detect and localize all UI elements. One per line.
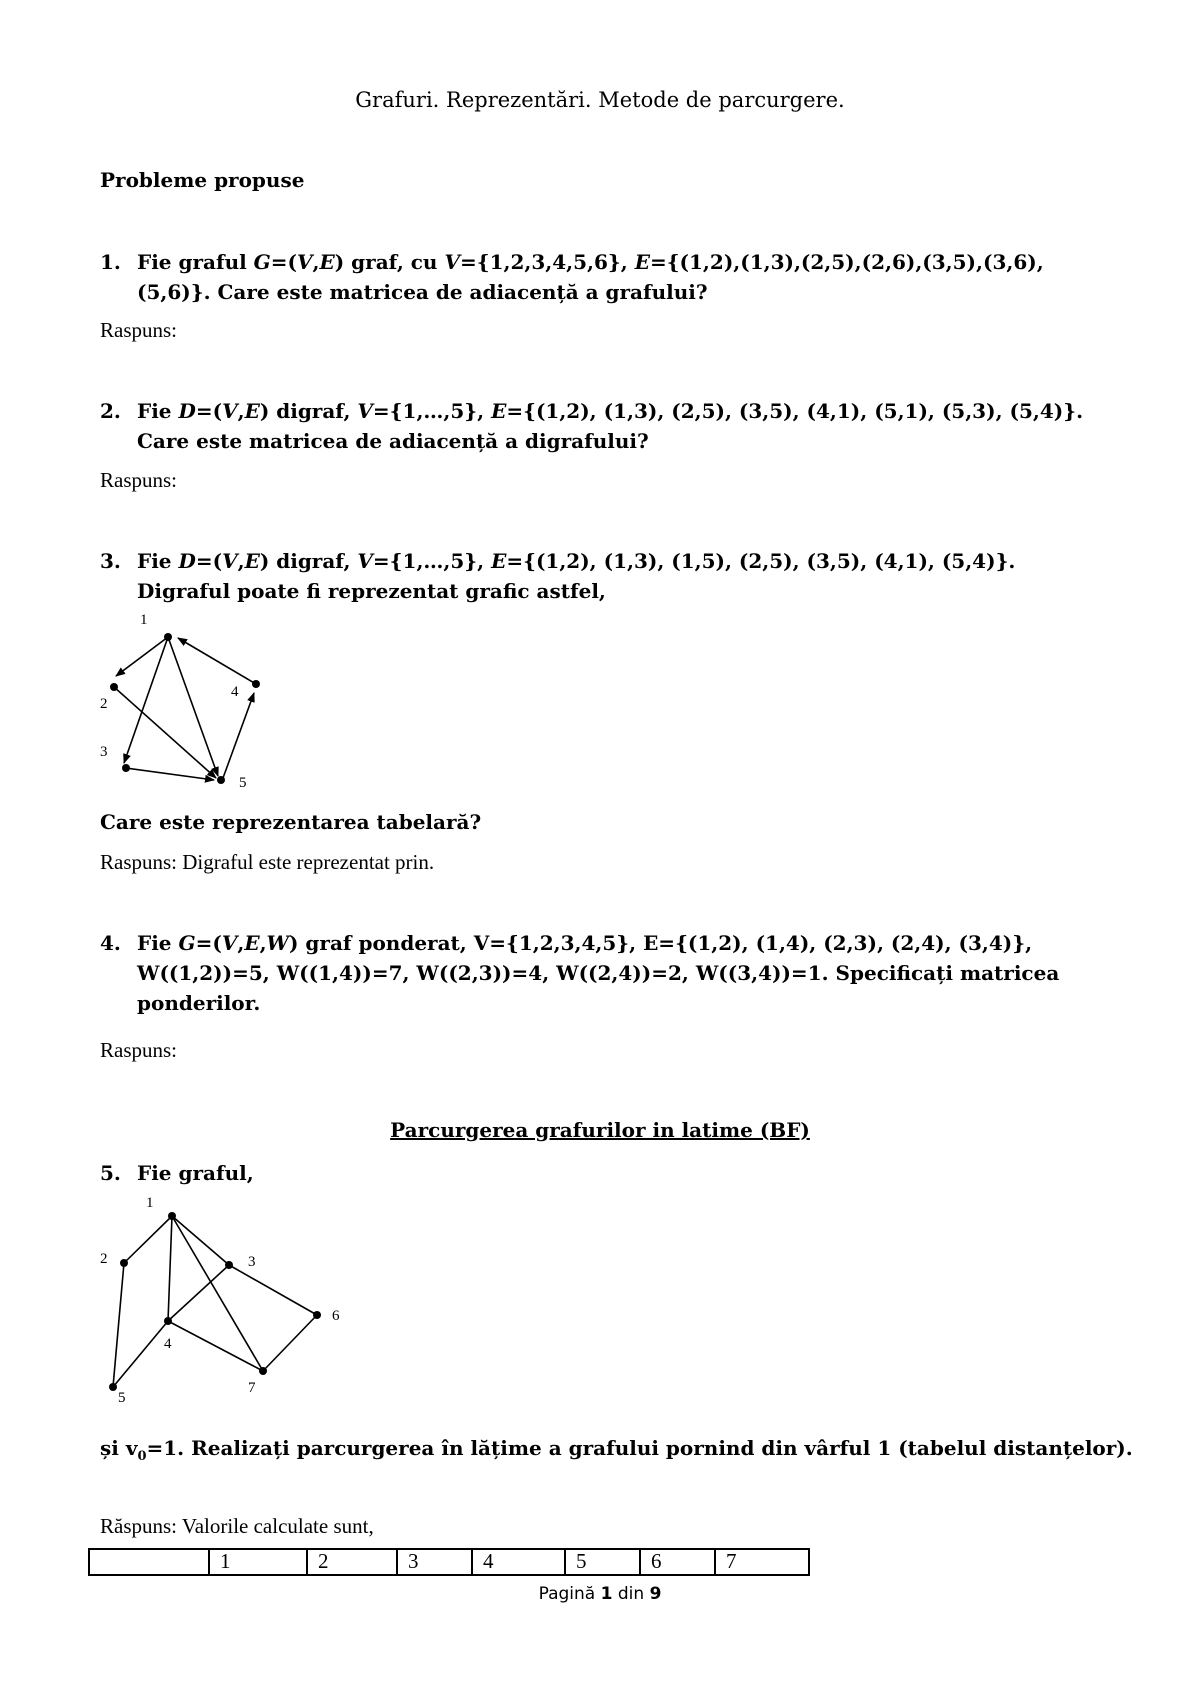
edge-2-5 bbox=[114, 687, 216, 778]
vertex-label: 4 bbox=[231, 684, 239, 700]
digraph-figure bbox=[96, 610, 266, 790]
edge-5-4 bbox=[223, 693, 254, 778]
vertex-label: 1 bbox=[140, 612, 148, 628]
edge-1-2 bbox=[124, 1216, 172, 1263]
vertex-label: 3 bbox=[248, 1254, 256, 1270]
question-4 bbox=[100, 928, 1110, 1018]
vertex-label: 6 bbox=[332, 1308, 340, 1324]
edge-1-3 bbox=[172, 1216, 229, 1265]
table-cell: 2 bbox=[307, 1549, 397, 1575]
vertex-label: 2 bbox=[100, 1251, 108, 1267]
question-text: Fie G=(V,E,W) graf ponderat, V={1,2,3,4,5}, E={(1,2), (1,4), (2,3), (2,4), (3,4)}, W((1,2))=5, W((1,4))=7, W((2,3))=4, W((2,4))=2, W((3,4))=1. Specificați matricea ponderilor. bbox=[137, 931, 1060, 1015]
edge-3-6 bbox=[229, 1265, 317, 1315]
edge-1-4 bbox=[168, 1216, 172, 1321]
section-subtitle: Probleme propuse bbox=[100, 168, 305, 192]
question-number: 5. bbox=[100, 1161, 121, 1185]
page-title: Grafuri. Reprezentări. Metode de parcurgere. bbox=[355, 88, 845, 112]
question-text: Fie D=(V,E) digraf, V={1,…,5}, E={(1,2), (1,3), (2,5), (3,5), (4,1), (5,1), (5,3), (5,4)}. Care este matricea de adiacență a digrafului? bbox=[137, 399, 1084, 453]
question-number: 3. bbox=[100, 549, 121, 573]
vertex-1 bbox=[168, 1212, 176, 1220]
vertex-6 bbox=[313, 1311, 321, 1319]
answer-label: Raspuns: bbox=[100, 318, 178, 342]
vertex-5 bbox=[217, 776, 225, 784]
vertex-label: 1 bbox=[146, 1195, 154, 1211]
vertex-2 bbox=[110, 683, 118, 691]
table-cell: 7 bbox=[715, 1549, 809, 1575]
answer-label: Răspuns: Valorile calculate sunt, bbox=[100, 1514, 374, 1538]
edge-4-1 bbox=[178, 638, 256, 684]
table-cell: 5 bbox=[565, 1549, 640, 1575]
table-cell: 4 bbox=[472, 1549, 565, 1575]
vertex-3 bbox=[225, 1261, 233, 1269]
vertex-label: 5 bbox=[239, 775, 247, 790]
vertex-4 bbox=[252, 680, 260, 688]
question-number: 4. bbox=[100, 931, 121, 955]
question-3 bbox=[100, 546, 1110, 606]
edge-2-5 bbox=[113, 1263, 124, 1387]
answer-label: Raspuns: bbox=[100, 1038, 178, 1062]
edge-6-7 bbox=[263, 1315, 317, 1371]
question-5-statement: și $v_0=1$. Realizați parcurgerea în lățime a grafului pornind din vârful 1 (tabelul distanțelor). bbox=[100, 1436, 1133, 1464]
graph-figure bbox=[96, 1190, 346, 1410]
vertex-label: 3 bbox=[100, 744, 108, 760]
edge-3-5 bbox=[126, 768, 214, 780]
distance-table bbox=[88, 1548, 810, 1576]
vertex-3 bbox=[122, 764, 130, 772]
vertex-7 bbox=[259, 1367, 267, 1375]
question-text: Fie D=(V,E) digraf, V={1,…,5}, E={(1,2), (1,3), (1,5), (2,5), (3,5), (4,1), (5,4)}. Digraful poate fi reprezentat grafic astfel, bbox=[137, 549, 1016, 603]
edge-4-5 bbox=[113, 1321, 168, 1387]
edge-1-3 bbox=[124, 637, 168, 763]
vertex-1 bbox=[164, 633, 172, 641]
table-cell: 1 bbox=[209, 1549, 307, 1575]
vertex-label: 7 bbox=[248, 1380, 256, 1396]
page-footer: Pagină 1 din 9 bbox=[538, 1584, 662, 1604]
question-text: Fie graful, bbox=[137, 1161, 254, 1185]
vertex-label: 2 bbox=[100, 696, 108, 712]
question-2 bbox=[100, 396, 1110, 456]
vertex-2 bbox=[120, 1259, 128, 1267]
question-1 bbox=[100, 247, 1110, 307]
vertex-label: 5 bbox=[118, 1390, 126, 1406]
table-row bbox=[89, 1549, 809, 1575]
answer-label: Raspuns: bbox=[100, 468, 178, 492]
vertex-label: 4 bbox=[164, 1336, 172, 1352]
section-heading: Parcurgerea grafurilor in latime (BF) bbox=[390, 1118, 810, 1142]
question-text: Fie graful G=(V,E) graf, cu V={1,2,3,4,5,6}, E={(1,2),(1,3),(2,5),(2,6),(3,5),(3,6),(5,6)}. Care este matricea de adiacență a grafului? bbox=[137, 250, 1044, 304]
question-number: 2. bbox=[100, 399, 121, 423]
question-number: 1. bbox=[100, 250, 121, 274]
edge-1-2 bbox=[116, 637, 168, 676]
question-3-prompt: Care este reprezentarea tabelară? bbox=[100, 810, 482, 834]
question-5 bbox=[100, 1158, 1110, 1188]
answer-label: Raspuns: Digraful este reprezentat prin. bbox=[100, 850, 435, 874]
table-cell: 3 bbox=[397, 1549, 472, 1575]
vertex-4 bbox=[164, 1317, 172, 1325]
vertex-5 bbox=[109, 1383, 117, 1391]
table-cell bbox=[89, 1549, 209, 1575]
edge-3-4 bbox=[168, 1265, 229, 1321]
table-cell: 6 bbox=[640, 1549, 715, 1575]
